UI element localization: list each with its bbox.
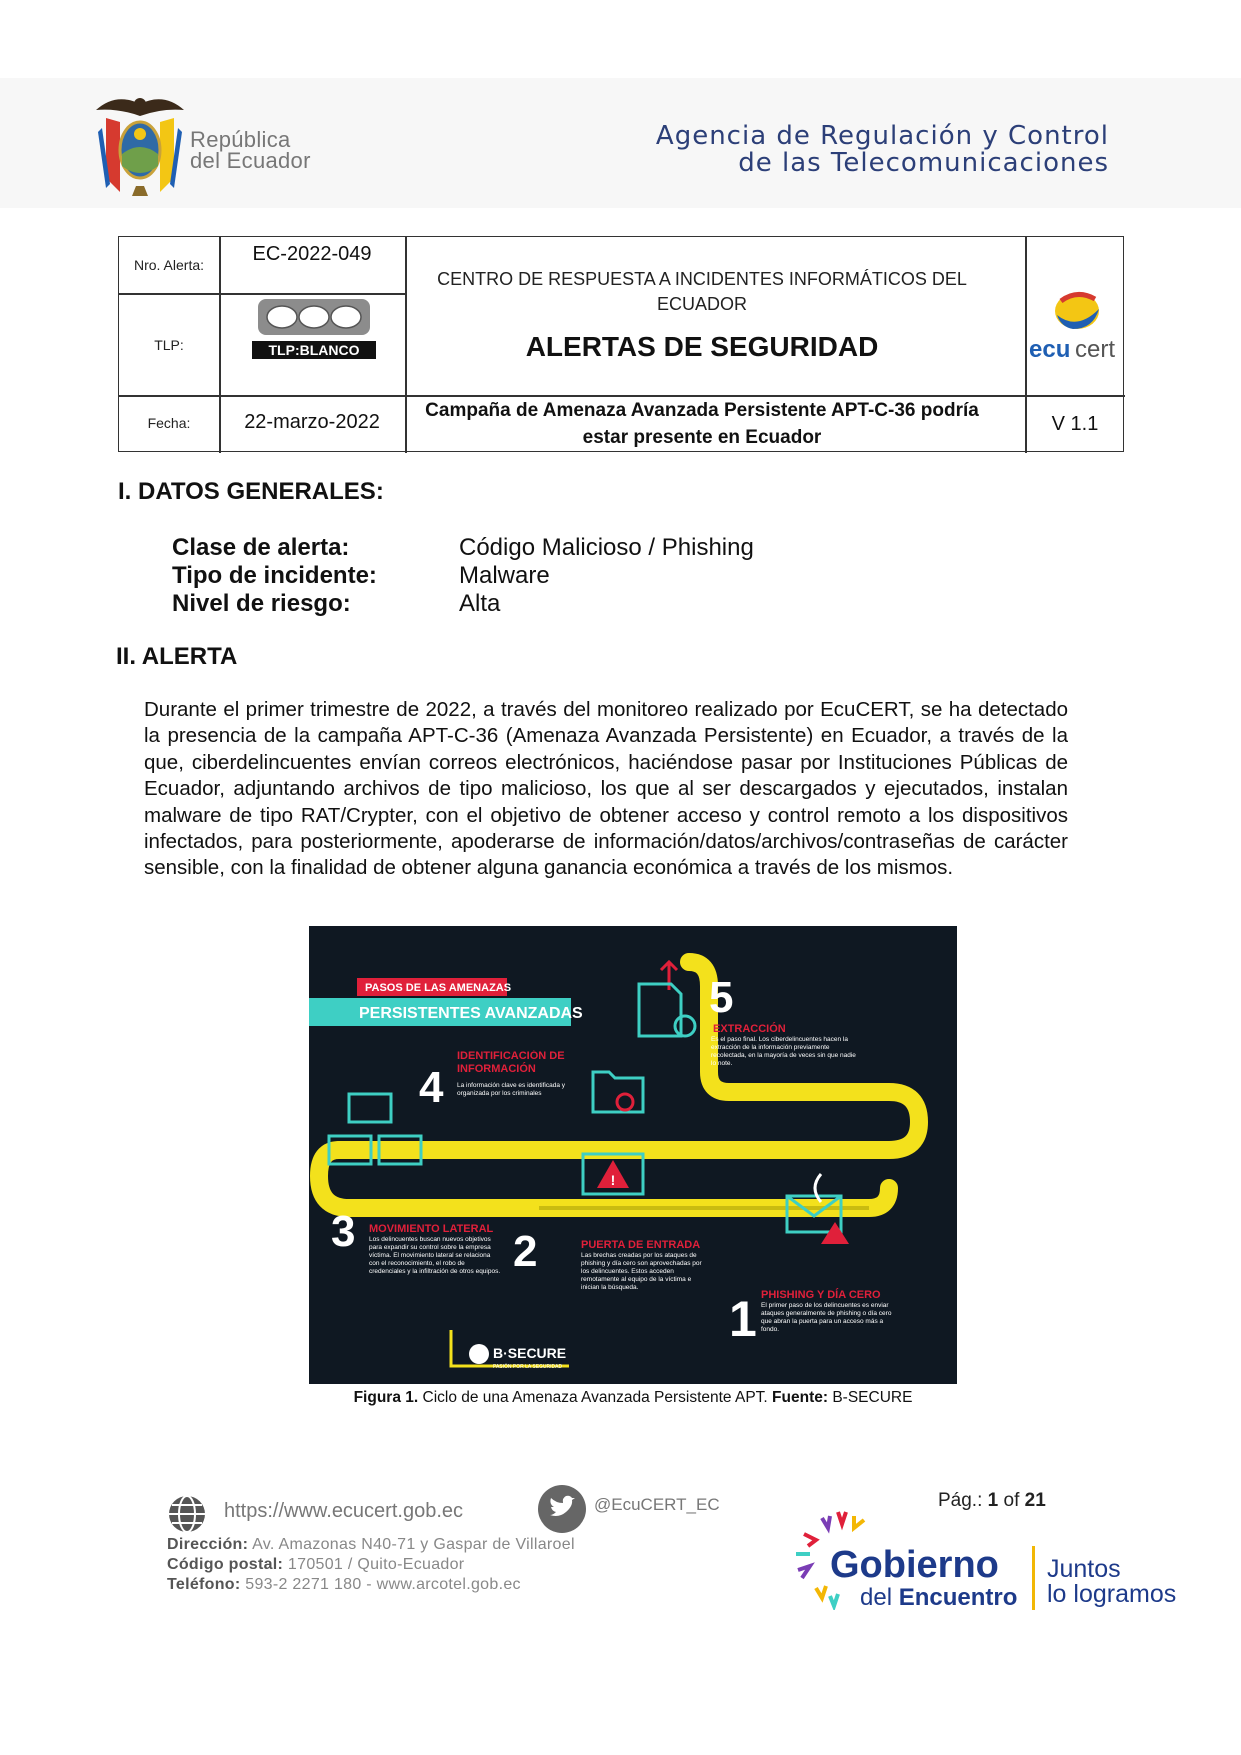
incident-type-value: Malware: [459, 562, 550, 589]
postal-label: Código postal:: [167, 1556, 284, 1573]
tlp-badge-text: TLP:BLANCO: [268, 342, 360, 358]
agency-name-line2: de las Telecomunicaciones: [738, 148, 1109, 178]
government-title: Gobierno: [830, 1544, 999, 1586]
footer-address: [167, 1536, 575, 1554]
figure-caption: [309, 1389, 957, 1407]
svg-text:!: !: [610, 1172, 616, 1188]
ecucert-logo-text-b: cert: [1075, 336, 1116, 363]
alert-class-value: Código Malicioso / Phishing: [459, 534, 754, 561]
fecha-label: Fecha:: [147, 415, 191, 431]
twitter-icon: [537, 1484, 587, 1534]
footer-phone: [167, 1576, 521, 1594]
step4-number: 4: [419, 1063, 444, 1112]
nro-alert-label: Nro. Alerta:: [133, 257, 205, 273]
alert-class-key: Clase de alerta:: [172, 534, 350, 561]
step2-title: PUERTA DE ENTRADA: [581, 1239, 701, 1251]
risk-level-value: Alta: [459, 590, 501, 617]
republic-name-line2: del Ecuador: [190, 148, 311, 173]
page-label: Pág.:: [938, 1490, 988, 1511]
step5-title: EXTRACCIÓN: [713, 1023, 786, 1035]
section1-heading: I. DATOS GENERALES:: [118, 478, 384, 505]
step4-text: La información clave es identificada y organizada por los criminales: [457, 1082, 566, 1097]
page-number: [938, 1490, 1046, 1512]
step5-number: 5: [709, 973, 734, 1022]
step1-text: El primer paso de los delincuentes es enviar ataques generalmente de phishing o día cero que abran la puerta para un acceso más a fondo.: [761, 1302, 892, 1333]
gov-sub-bold: Encuentro: [898, 1584, 1018, 1611]
alert-heading: ALERTAS DE SEGURIDAD: [525, 331, 879, 362]
bsecure-brand: B·SECURE: [493, 1345, 567, 1361]
agency-name-line1: Agencia de Regulación y Control: [655, 121, 1109, 151]
step1-title: PHISHING Y DÍA CERO: [761, 1289, 881, 1301]
slogan-divider: [1032, 1546, 1035, 1610]
section2-heading: II. ALERTA: [116, 643, 238, 670]
ecucert-logo-text-a: ecu: [1029, 336, 1071, 363]
coat-of-arms-logo: [92, 88, 188, 200]
footer-postal: [167, 1556, 464, 1574]
phone-value: 593-2 2271 180 - www.arcotel.gob.ec: [240, 1576, 521, 1593]
banner-small-text: PASOS DE LAS AMENAZAS: [365, 982, 512, 994]
banner-big-text: PERSISTENTES AVANZADAS: [359, 1005, 583, 1022]
tlp-traffic-light-icon: [252, 295, 376, 359]
page-of: of: [998, 1490, 1025, 1511]
apt-infographic: [309, 926, 957, 1384]
risk-level-key: Nivel de riesgo:: [172, 590, 351, 617]
warning-monitor-icon: [583, 1154, 643, 1194]
document-disk-icon: [639, 984, 695, 1036]
caption-source-label: Fuente:: [772, 1389, 829, 1406]
slogan-line2: lo logramos: [1047, 1580, 1177, 1608]
folder-lock-icon: [593, 1072, 643, 1112]
caption-text: Ciclo de una Amenaza Avanzada Persistente APT.: [418, 1389, 773, 1406]
step3-title: MOVIMIENTO LATERAL: [369, 1223, 494, 1235]
version-value: V 1.1: [1051, 413, 1099, 435]
step2-text: Las brechas creadas por los ataques de phishing y día cero son aprovechadas por los delincuentes. Estos acceden remotamente al equipo de la víctima e inician la búsqueda.: [581, 1252, 702, 1291]
nro-alert-value: EC-2022-049: [252, 243, 372, 265]
republic-name-line1: República: [190, 127, 291, 152]
step2-number: 2: [513, 1227, 538, 1276]
incident-type-key: Tipo de incidente:: [172, 562, 377, 589]
campaign-title: Campaña de Amenaza Avanzada Persistente APT-C-36 podría estar presente en Ecuador: [425, 400, 979, 448]
slogan-line1: Juntos: [1047, 1555, 1121, 1583]
caption-source: B-SECURE: [828, 1389, 913, 1406]
step1-number: 1: [729, 1291, 757, 1347]
step3-number: 3: [331, 1207, 356, 1256]
bsecure-brand-sub: PASIÓN POR LA SEGURIDAD: [493, 1364, 563, 1370]
page-current: 1: [987, 1490, 999, 1511]
center-title: CENTRO DE RESPUESTA A INCIDENTES INFORMÁTICOS DEL ECUADOR: [437, 269, 967, 314]
address-value: Av. Amazonas N40-71 y Gaspar de Villaroel: [248, 1536, 575, 1553]
ecucert-logo: [1027, 285, 1123, 365]
step5-text: Es el paso final. Los ciberdelincuentes hacen la extracción de la información previamente recolectada, en la mayoría de veces sin que nadie lo note.: [711, 1036, 856, 1067]
tlp-label: TLP:: [154, 337, 184, 353]
globe-icon: [167, 1494, 207, 1534]
fecha-value: 22-marzo-2022: [244, 411, 380, 433]
alert-info-table: [118, 236, 1124, 452]
gov-sub-pre: del: [860, 1584, 899, 1611]
step3-text: Los delincuentes buscan nuevos objetivos para expandir su control sobre la empresa víctima. El movimiento lateral se relaciona con el reconocimiento, el robo de credenciales y la infiltración de otros equipos.: [369, 1236, 501, 1275]
address-label: Dirección:: [167, 1536, 249, 1553]
step4-title: IDENTIFICACIÓN DE INFORMACIÓN: [457, 1050, 565, 1075]
apt-infographic-svg: [309, 926, 957, 1384]
phone-label: Teléfono:: [167, 1576, 241, 1593]
footer-website-link[interactable]: https://www.ecucert.gob.ec: [224, 1500, 464, 1522]
caption-label: Figura 1.: [353, 1389, 419, 1406]
postal-value: 170501 / Quito-Ecuador: [283, 1556, 465, 1573]
page-total: 21: [1024, 1490, 1046, 1511]
bsecure-logo-icon: [469, 1344, 489, 1364]
footer-twitter-handle[interactable]: @EcuCERT_EC: [594, 1495, 720, 1514]
alert-paragraph: Durante el primer trimestre de 2022, a través del monitoreo realizado por EcuCERT, se ha detectado la presencia de la campaña APT-C-36 (Amenaza Avanzada Persistente) en Ecuador, a través de la que, ciberdelincuentes envían correos electrónicos, haciéndose pasar por Instituciones Públicas de Ecuador, adjuntando archivos de tipo malicioso, los que al ser descargados y ejecutados, instalan malware de tipo RAT/Crypter, con el objetivo de obtener acceso y control remoto a los dispositivos infectados, para posteriormente, apoderarse de información/datos/archivos/contraseñas de carácter sensible, con la finalidad de obtener alguna ganancia económica a través de los mismos.: [144, 698, 1068, 880]
government-subtitle: [860, 1584, 1017, 1612]
